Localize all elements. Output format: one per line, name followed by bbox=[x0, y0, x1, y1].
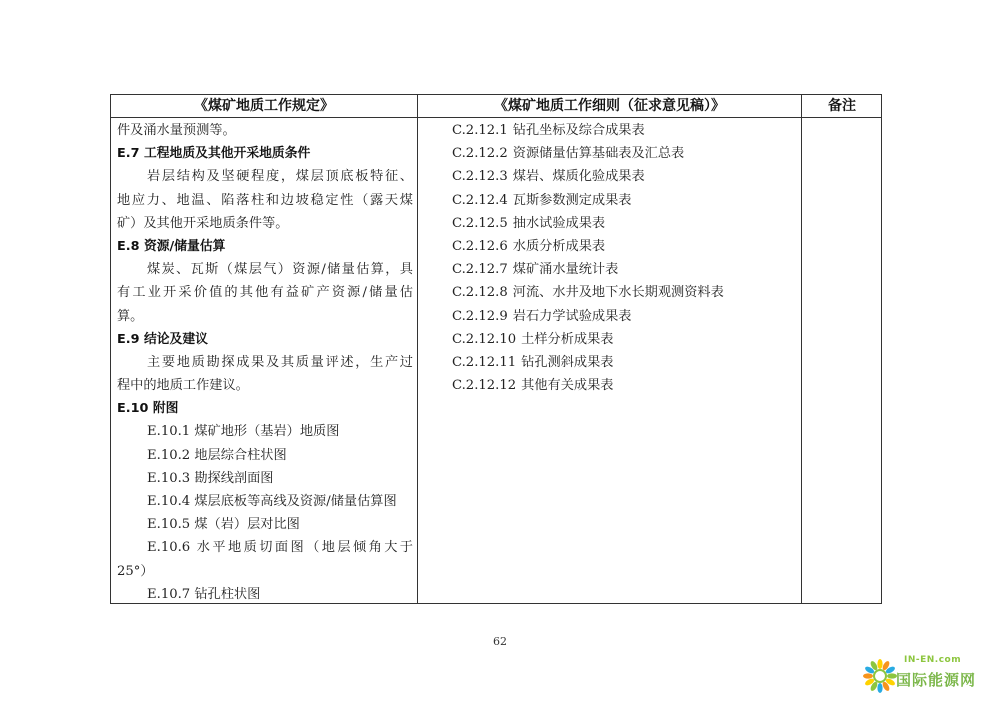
header-regulation: 《煤矿地质工作规定》 bbox=[194, 98, 334, 114]
page-number: 62 bbox=[493, 635, 507, 648]
column-divider bbox=[801, 95, 802, 603]
item-code: C.2.12.7 bbox=[452, 262, 508, 278]
header-remarks: 备注 bbox=[828, 98, 856, 114]
watermark-brand: IN-EN.com bbox=[904, 655, 962, 665]
watermark-logo bbox=[860, 650, 1000, 706]
list-item bbox=[452, 165, 792, 188]
sun-flower-icon bbox=[860, 654, 900, 700]
item-title: 煤矿涌水量统计表 bbox=[512, 262, 619, 278]
list-item bbox=[452, 119, 792, 142]
header-divider bbox=[111, 117, 881, 118]
petal-shape bbox=[877, 683, 882, 693]
list-item bbox=[452, 351, 792, 374]
item-code: C.2.12.4 bbox=[452, 192, 508, 208]
item-code: C.2.12.1 bbox=[452, 123, 508, 138]
list-item bbox=[452, 328, 792, 351]
detailed-rules-column bbox=[452, 119, 792, 397]
item-title: 抽水试验成果表 bbox=[512, 215, 606, 231]
item-title: 土样分析成果表 bbox=[521, 331, 614, 347]
item-title: 河流、水井及地下水长期观测资料表 bbox=[512, 285, 724, 301]
item-code: C.2.12.11 bbox=[452, 354, 517, 370]
comparison-table bbox=[110, 94, 882, 604]
text-line: E.10.4 煤层底板等高线及资源/储量估算图 bbox=[147, 494, 397, 509]
list-item bbox=[452, 189, 792, 212]
text-line: 算。 bbox=[117, 308, 144, 324]
section-heading: E.10 附图 bbox=[117, 401, 179, 417]
section-heading: E.7 工程地质及其他开采地质条件 bbox=[117, 146, 311, 162]
list-item bbox=[452, 235, 792, 258]
text-line: 煤炭、瓦斯（煤层气）资源/储量估算，具 bbox=[147, 262, 413, 278]
item-code: C.2.12.8 bbox=[452, 285, 508, 301]
section-heading: E.9 结论及建议 bbox=[117, 331, 208, 347]
item-code: C.2.12.10 bbox=[452, 331, 517, 347]
item-code: C.2.12.12 bbox=[452, 378, 517, 394]
regulation-column bbox=[117, 119, 413, 606]
item-code: C.2.12.3 bbox=[452, 169, 508, 185]
text-line: 25°） bbox=[117, 563, 154, 579]
item-title: 钻孔测斜成果表 bbox=[521, 354, 614, 370]
text-line: E.10.5 煤（岩）层对比图 bbox=[147, 517, 300, 533]
list-item bbox=[452, 281, 792, 304]
petal-shape bbox=[877, 659, 882, 669]
item-title: 其他有关成果表 bbox=[521, 378, 614, 394]
list-item bbox=[452, 142, 792, 165]
text-line: E.10.2 地层综合柱状图 bbox=[147, 447, 287, 463]
item-code: C.2.12.9 bbox=[452, 308, 508, 324]
list-item bbox=[452, 305, 792, 328]
text-line: 件及涌水量预测等。 bbox=[117, 123, 236, 138]
text-line: 有工业开采价值的其他有益矿产资源/储量估 bbox=[117, 285, 413, 301]
item-title: 资源储量估算基础表及汇总表 bbox=[512, 146, 685, 162]
item-title: 水质分析成果表 bbox=[512, 238, 606, 254]
text-line: E.10.3 勘探线剖面图 bbox=[147, 470, 274, 486]
text-line: 岩层结构及坚硬程度，煤层顶底板特征、 bbox=[147, 169, 413, 185]
header-detailed-rules: 《煤矿地质工作细则（征求意见稿）》 bbox=[494, 98, 725, 114]
watermark-name: 国际能源网 bbox=[896, 671, 977, 689]
text-line: 主要地质勘探成果及其质量评述，生产过 bbox=[147, 354, 413, 370]
item-title: 岩石力学试验成果表 bbox=[512, 308, 632, 324]
text-line: 地应力、地温、陷落柱和边坡稳定性（露天煤 bbox=[117, 192, 413, 208]
list-item bbox=[452, 212, 792, 235]
list-item bbox=[452, 258, 792, 281]
column-divider bbox=[417, 95, 418, 603]
item-code: C.2.12.6 bbox=[452, 238, 508, 254]
item-code: C.2.12.2 bbox=[452, 146, 508, 162]
item-title: 瓦斯参数测定成果表 bbox=[512, 192, 632, 208]
item-title: 煤岩、煤质化验成果表 bbox=[512, 169, 645, 185]
list-item bbox=[452, 374, 792, 397]
section-heading: E.8 资源/储量估算 bbox=[117, 238, 226, 254]
text-line: E.10.7 钻孔柱状图 bbox=[147, 586, 261, 602]
text-line: 矿）及其他开采地质条件等。 bbox=[117, 215, 289, 231]
petal-shape bbox=[863, 673, 873, 678]
item-code: C.2.12.5 bbox=[452, 215, 508, 231]
item-title: 钻孔坐标及综合成果表 bbox=[512, 123, 645, 138]
text-line: E.10.6 水平地质切面图（地层倾角大于 bbox=[147, 540, 413, 556]
text-line: 程中的地质工作建议。 bbox=[117, 378, 249, 394]
text-line: E.10.1 煤矿地形（基岩）地质图 bbox=[147, 424, 340, 440]
